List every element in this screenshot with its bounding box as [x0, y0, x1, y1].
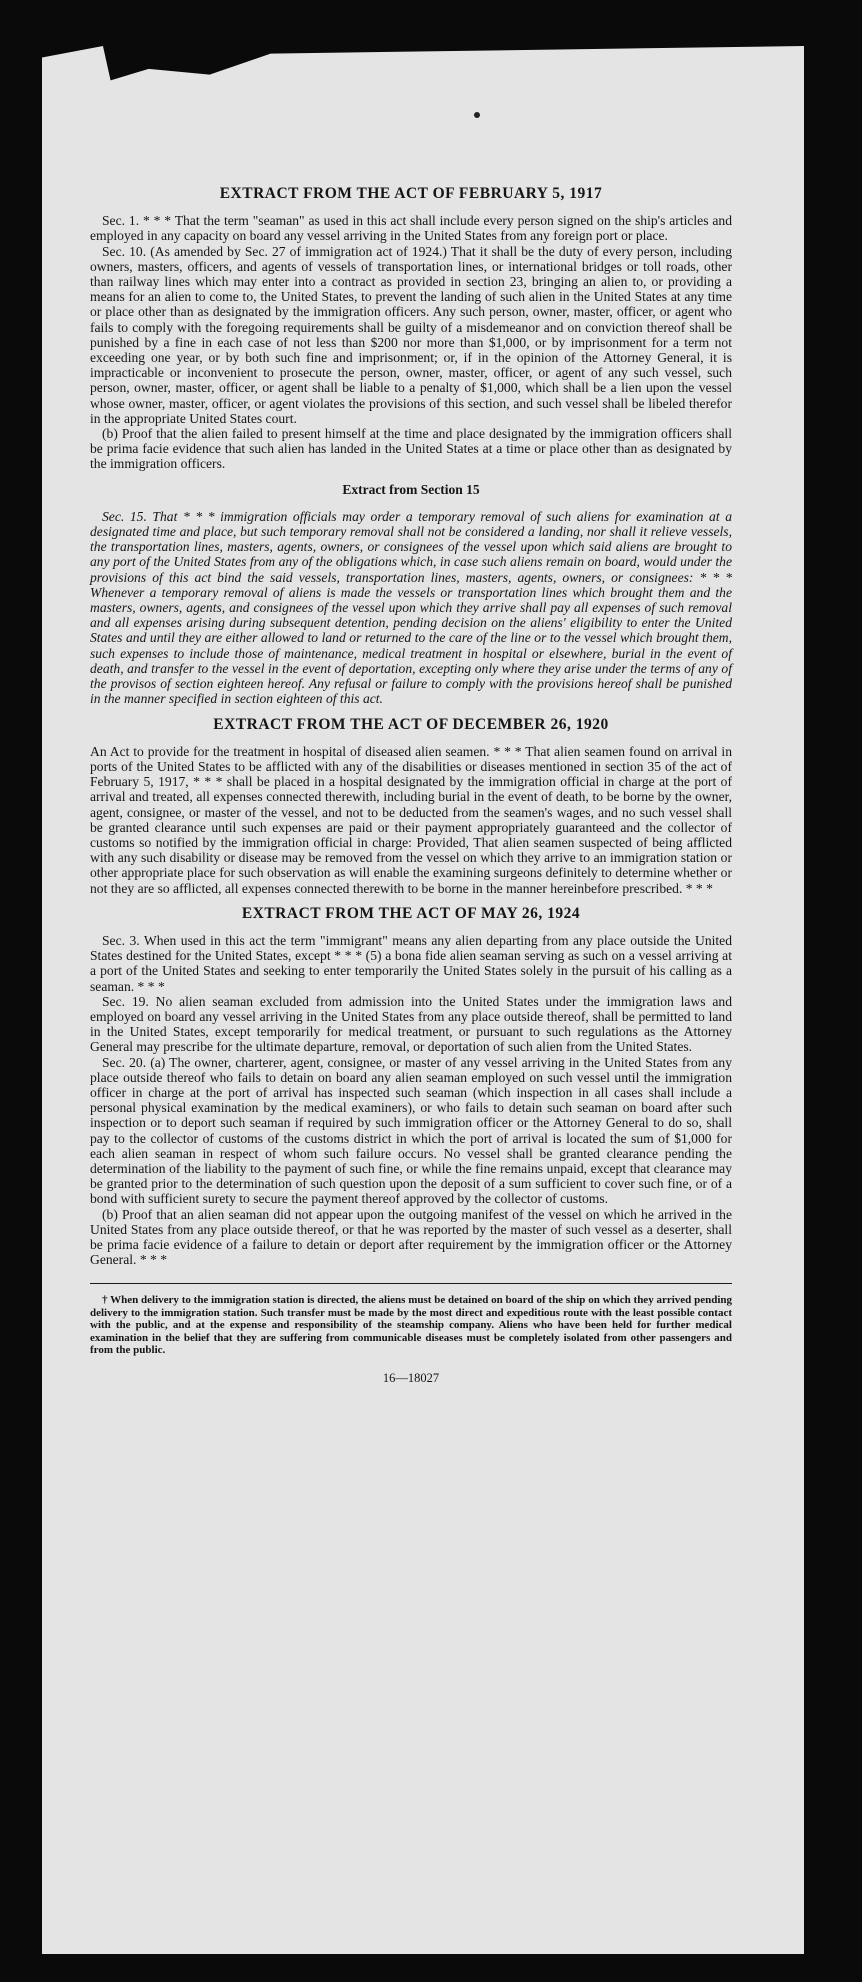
- paragraph-sec-20-b: (b) Proof that an alien seaman did not appear upon the outgoing manifest of the vessel on which he arrived in the United States from any place outside thereof, or that he was reported by the master of such vessel as a deserter, shall be prima facie evidence of a failure to detain or deport after requirement by the immigration officer or the Attorney General. * * *: [90, 1206, 732, 1268]
- footnote: † When delivery to the immigration station is directed, the aliens must be detained on board of the ship on which they arrived pending delivery to the immigration station. Such transfer must be made by the most direct and expeditious route with the least possible contact with the public, and at the expense and responsibility of the steamship company. Aliens who have been held for further medical examination in the belief that they are suffering from communicable diseases must be completely isolated from other passengers and from the public.: [90, 1294, 732, 1357]
- paragraph-act-1920: An Act to provide for the treatment in hospital of diseased alien seamen. * * * That alien seamen found on arrival in ports of the United States to be afflicted with any of the disabilities or diseases mentioned in section 35 of the act of February 5, 1917, * * * shall be placed in a hospital designated by the immigration official in charge at the port of arrival and treated, all expenses connected therewith, including burial in the event of death, to be borne by the owner, agent, consignee, or master of the vessel, and not to be deducted from the seamen's wages, and no such vessel shall be granted clearance until such expenses are paid or their payment appropriately guaranteed and the collector of customs so notified by the immigration official in charge: Provided, That alien seamen suspected of being afflicted with any such disability or disease may be removed from the vessel on which they arrive to an immigration station or other appropriate place for such observation as will enable the examining surgeons definitely to determine whether or not they are so afflicted, all expenses connected therewith to be borne in the manner hereinbefore prescribed. * * *: [90, 743, 732, 896]
- paragraph-sec-10: Sec. 10. (As amended by Sec. 27 of immigration act of 1924.) That it shall be the duty of every person, including owners, masters, officers, and agents of vessels of transportation lines, or international bridges or toll roads, other than railway lines which may enter into a contract as provided in section 23, bringing an alien to, or providing a means for an alien to come to, the United States, to prevent the landing of such alien in the United States at any time or place other than as designated by the immigration officers. Any such person, owner, master, officer, or agent who fails to comply with the foregoing requirements shall be guilty of a misdemeanor and on conviction thereof shall be punished by a fine in each case of not less than $200 nor more than $1,000, or by imprisonment for a term not exceeding one year, or by both such fine and imprisonment; or, if in the opinion of the Attorney General, it is impracticable or inconvenient to prosecute the person, owner, master, officer, or agent of any such vessel, such person, owner, master, officer, or agent shall be liable to a penalty of $1,000, which shall be a lien upon the vessel whose owner, master, officer, or agent violates the provisions of this section, and such vessel shall be libeled therefor in the appropriate United States court.: [90, 243, 732, 426]
- paragraph-sec-10-b: (b) Proof that the alien failed to present himself at the time and place designated by the immigration officers shall be prima facie evidence that such alien has landed in the United States at a time or place other than as designated by the immigration officers.: [90, 426, 732, 472]
- paragraph-sec-19: Sec. 19. No alien seaman excluded from admission into the United States under the immigration laws and employed on board any vessel arriving in the United States from any place outside thereof, shall be permitted to land in the United States, except temporarily for medical treatment, or pursuant to such regulations as the Attorney General may prescribe for the ultimate departure, removal, or deportation of such alien from the United States.: [90, 993, 732, 1055]
- form-code: 16—18027: [382, 1370, 440, 1385]
- document-body: [90, 178, 732, 1386]
- paragraph-sec-15: Sec. 15. That * * * immigration officials may order a temporary removal of such aliens for examination at a designated time and place, but such temporary removal shall not be considered a landing, nor shall it relieve vessels, the transportation lines, masters, agents, owners, or consignees of the vessel upon which said aliens are brought to any port of the United States from any of the obligations which, in case such aliens remain on board, would under the provisions of this act bind the said vessels, transportation lines, masters, agents, owners, or consignees: * * * Whenever a temporary removal of aliens is made the vessels or transportation lines which brought them and the masters, owners, agents, and consignees of the vessel upon which they arrive shall pay all expenses of such removal and all expenses arising during subsequent detention, pending decision on the aliens' eligibility to enter the United States and until they are either allowed to land or returned to the care of the line or to the vessel which brought them, such expenses to include those of maintenance, medical treatment in hospital or elsewhere, burial in the event of death, and transfer to the vessel in the event of deportation, excepting only where they arise under the terms of any of the provisos of section eighteen hereof. Any refusal or failure to comply with the provisions hereof shall be punished in the manner specified in section eighteen of this act.: [90, 508, 732, 707]
- heading-section-15: Extract from Section 15: [342, 481, 480, 497]
- footnote-divider: [90, 1283, 732, 1284]
- heading-act-1917: EXTRACT FROM THE ACT OF FEBRUARY 5, 1917: [219, 185, 603, 202]
- paragraph-sec-20-a: Sec. 20. (a) The owner, charterer, agent, consignee, or master of any vessel arriving in the United States from any place outside thereof who fails to detain on board any alien seaman employed on such vessel until the immigration officer in charge at the port of arrival has inspected such seaman (which inspection in all cases shall include a personal physical examination by the medical examiners), or who fails to detain such seaman on board after such inspection or to deport such seaman if required by such immigration officer or the Attorney General to do so, shall pay to the collector of customs of the customs district in which the port of arrival is located the sum of $1,000 for each alien seaman in respect of whom such failure occurs. No vessel shall be granted clearance pending the determination of the liability to the payment of such fine, or while the fine remains unpaid, except that clearance may be granted prior to the determination of such question upon the deposit of a sum sufficient to cover such fine, or of a bond with sufficient surety to secure the payment thereof approved by the collector of customs.: [90, 1054, 732, 1207]
- paragraph-sec-1: Sec. 1. * * * That the term "seaman" as used in this act shall include every person signed on the ship's articles and employed in any capacity on board any vessel arriving in the United States from any foreign port or place.: [90, 213, 732, 244]
- paragraph-sec-3: Sec. 3. When used in this act the term "immigrant" means any alien departing from any place outside the United States destined for the United States, except * * * (5) a bona fide alien seaman serving as such on a vessel arriving at a port of the United States and seeking to enter temporarily the United States solely in the pursuit of his calling as a seaman. * * *: [90, 932, 732, 994]
- punch-mark: [474, 112, 480, 118]
- heading-act-1920: EXTRACT FROM THE ACT OF DECEMBER 26, 1920: [213, 715, 609, 733]
- heading-act-1924: EXTRACT FROM THE ACT OF MAY 26, 1924: [241, 904, 581, 922]
